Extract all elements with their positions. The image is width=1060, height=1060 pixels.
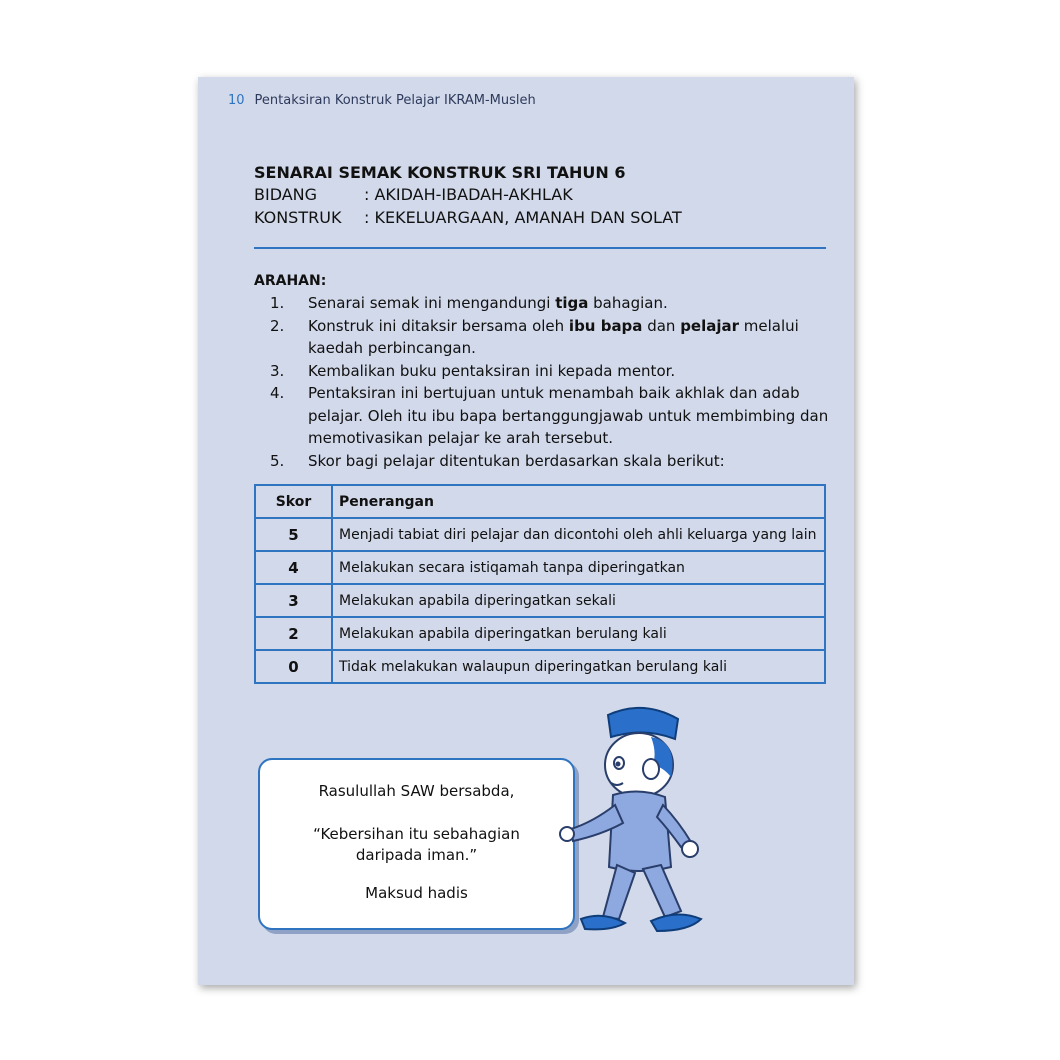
cell-penerangan: Tidak melakukan walaupun diperingatkan berulang kali	[332, 650, 825, 683]
cell-penerangan: Melakukan secara istiqamah tanpa diperingatkan	[332, 551, 825, 584]
konstruk-label: KONSTRUK	[254, 208, 342, 227]
konstruk-value: : KEKELUARGAAN, AMANAH DAN SOLAT	[364, 208, 682, 227]
hadis-intro: Rasulullah SAW bersabda,	[318, 782, 515, 800]
item-text: Konstruk ini ditaksir bersama oleh ibu bapa dan pelajar melalui kaedah perbincangan.	[308, 316, 799, 357]
book-page	[198, 77, 854, 985]
hadis-quote-line2: daripada iman.”	[355, 846, 478, 864]
cell-skor: 2	[255, 617, 332, 650]
instruction-list	[270, 292, 830, 472]
cell-penerangan: Menjadi tabiat diri pelajar dan dicontohi oleh ahli keluarga yang lain	[332, 518, 825, 551]
table-row	[255, 584, 825, 617]
hadis-quote-line1: “Kebersihan itu sebahagian	[313, 825, 520, 843]
instruction-item	[270, 450, 830, 473]
table-row	[255, 518, 825, 551]
score-scale-table	[254, 484, 826, 684]
cell-penerangan: Melakukan apabila diperingatkan berulang kali	[332, 617, 825, 650]
meta-konstruk	[254, 208, 682, 227]
running-title: Pentaksiran Konstruk Pelajar IKRAM-Musleh	[254, 93, 536, 108]
header-skor: Skor	[255, 485, 332, 518]
item-text: Kembalikan buku pentaksiran ini kepada mentor.	[308, 361, 676, 380]
boy-illustration	[553, 697, 713, 947]
cell-skor: 3	[255, 584, 332, 617]
cell-skor: 5	[255, 518, 332, 551]
cell-skor: 4	[255, 551, 332, 584]
running-header	[228, 93, 536, 108]
instruction-item	[270, 360, 830, 383]
hadis-box	[258, 758, 575, 930]
item-number: 4.	[270, 384, 285, 402]
item-number: 5.	[270, 451, 285, 470]
item-number: 2.	[270, 316, 285, 335]
hadis-quote	[260, 824, 573, 866]
instruction-item	[270, 382, 830, 450]
item-text: Senarai semak ini mengandungi tiga bahagian.	[308, 294, 668, 312]
cell-skor: 0	[255, 650, 332, 683]
table-header-row	[255, 485, 825, 518]
cell-penerangan: Melakukan apabila diperingatkan sekali	[332, 584, 825, 617]
instruction-item	[270, 315, 830, 360]
header-penerangan: Penerangan	[332, 485, 825, 518]
table-row	[255, 650, 825, 683]
item-number: 3.	[270, 361, 285, 380]
table-row	[255, 617, 825, 650]
item-number: 1.	[270, 294, 285, 312]
page-title: SENARAI SEMAK KONSTRUK SRI TAHUN 6	[254, 163, 626, 182]
hadis-source: Maksud hadis	[365, 884, 468, 902]
divider	[254, 247, 826, 249]
item-text: Skor bagi pelajar ditentukan berdasarkan skala berikut:	[308, 451, 725, 470]
table-row	[255, 551, 825, 584]
item-text: Pentaksiran ini bertujuan untuk menambah baik akhlak dan adab pelajar. Oleh itu ibu bapa bertanggungjawab untuk membimbing dan memotivasikan pelajar ke arah tersebut.	[308, 384, 829, 447]
arahan-heading: ARAHAN:	[254, 273, 327, 289]
bidang-value: : AKIDAH-IBADAH-AKHLAK	[364, 185, 573, 204]
bidang-label: BIDANG	[254, 185, 318, 204]
meta-bidang	[254, 185, 573, 204]
instruction-item	[270, 292, 830, 315]
page-number: 10	[228, 93, 245, 108]
